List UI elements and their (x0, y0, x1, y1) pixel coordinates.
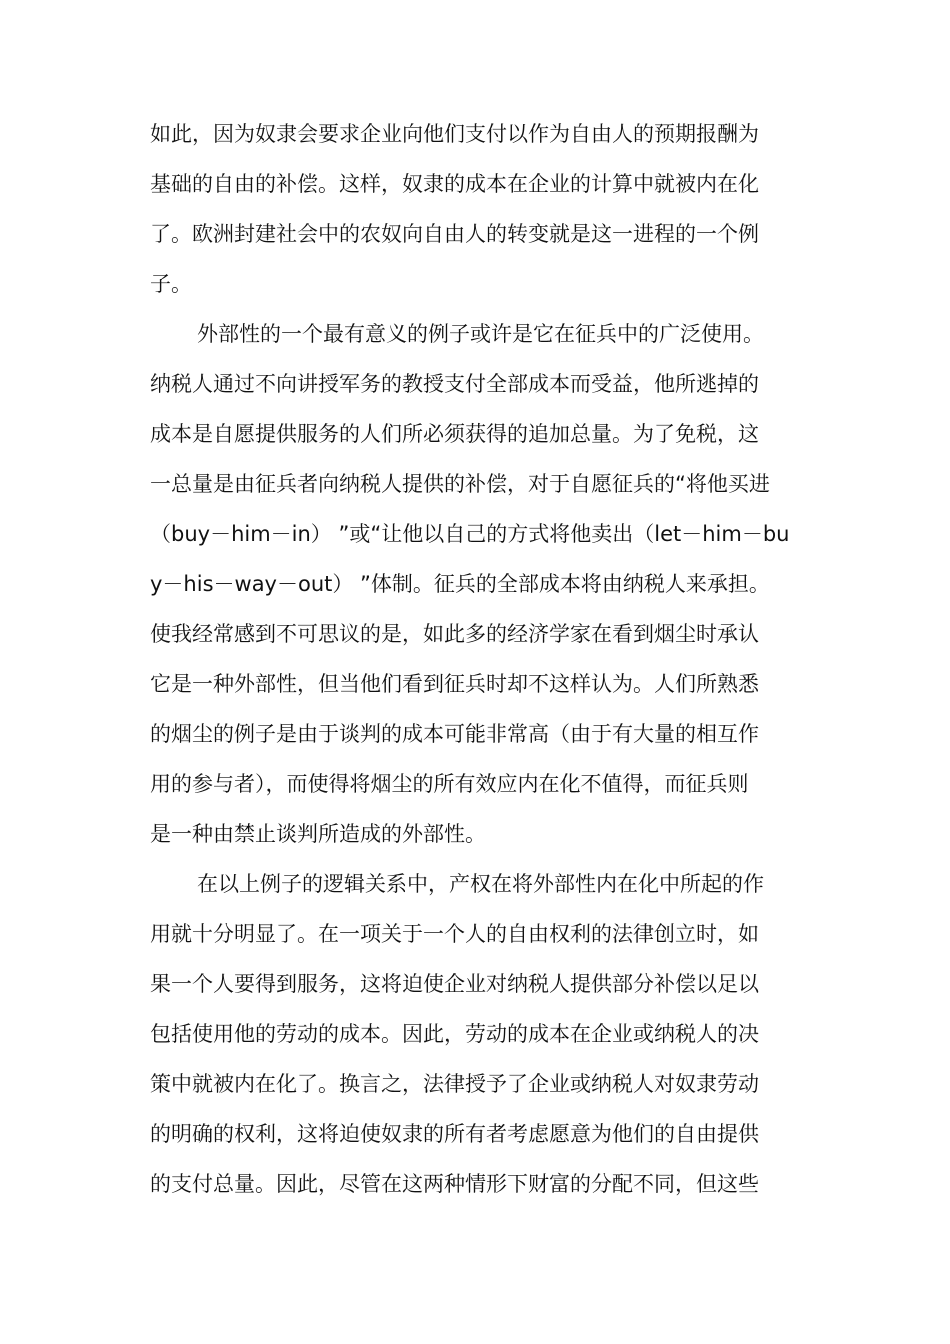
text-line: 成本是自愿提供服务的人们所必须获得的追加总量。为了免税，这 (150, 422, 759, 446)
text-line: 包括使用他的劳动的成本。因此，劳动的成本在企业或纳税人的决 (150, 1022, 759, 1046)
text-line: 如此，因为奴隶会要求企业向他们支付以作为自由人的预期报酬为 (150, 122, 759, 146)
text-line: y－his－way－out） ”体制。征兵的全部成本将由纳税人来承担。 (150, 572, 770, 596)
text-line: 基础的自由的补偿。这样，奴隶的成本在企业的计算中就被内在化 (150, 172, 759, 196)
text-line: 的支付总量。因此，尽管在这两种情形下财富的分配不同，但这些 (150, 1172, 759, 1196)
text-line: 用的参与者），而使得将烟尘的所有效应内在化不值得，而征兵则 (150, 772, 749, 796)
text-line: 用就十分明显了。在一项关于一个人的自由权利的法律创立时，如 (150, 922, 759, 946)
text-line: 它是一种外部性，但当他们看到征兵时却不这样认为。人们所熟悉 (150, 672, 759, 696)
text-line: 的烟尘的例子是由于谈判的成本可能非常高（由于有大量的相互作 (150, 722, 759, 746)
text-line: 了。欧洲封建社会中的农奴向自由人的转变就是这一进程的一个例 (150, 222, 759, 246)
paragraph-first-line: 外部性的一个最有意义的例子或许是它在征兵中的广泛使用。 (197, 322, 764, 346)
text-line: 是一种由禁止谈判所造成的外部性。 (150, 822, 486, 846)
text-line: 的明确的权利，这将迫使奴隶的所有者考虑愿意为他们的自由提供 (150, 1122, 759, 1146)
text-line: 一总量是由征兵者向纳税人提供的补偿，对于自愿征兵的“将他买进 (150, 472, 770, 496)
text-line: 果一个人要得到服务，这将迫使企业对纳税人提供部分补偿以足以 (150, 972, 759, 996)
text-line: 使我经常感到不可思议的是，如此多的经济学家在看到烟尘时承认 (150, 622, 759, 646)
text-line: （buy－him－in） ”或“让他以自己的方式将他卖出（let－him－bu (150, 522, 790, 546)
text-line: 子。 (150, 272, 192, 296)
text-line: 策中就被内在化了。换言之，法律授予了企业或纳税人对奴隶劳动 (150, 1072, 759, 1096)
text-line: 纳税人通过不向讲授军务的教授支付全部成本而受益，他所逃掉的 (150, 372, 759, 396)
paragraph-first-line: 在以上例子的逻辑关系中，产权在将外部性内在化中所起的作 (197, 872, 764, 896)
